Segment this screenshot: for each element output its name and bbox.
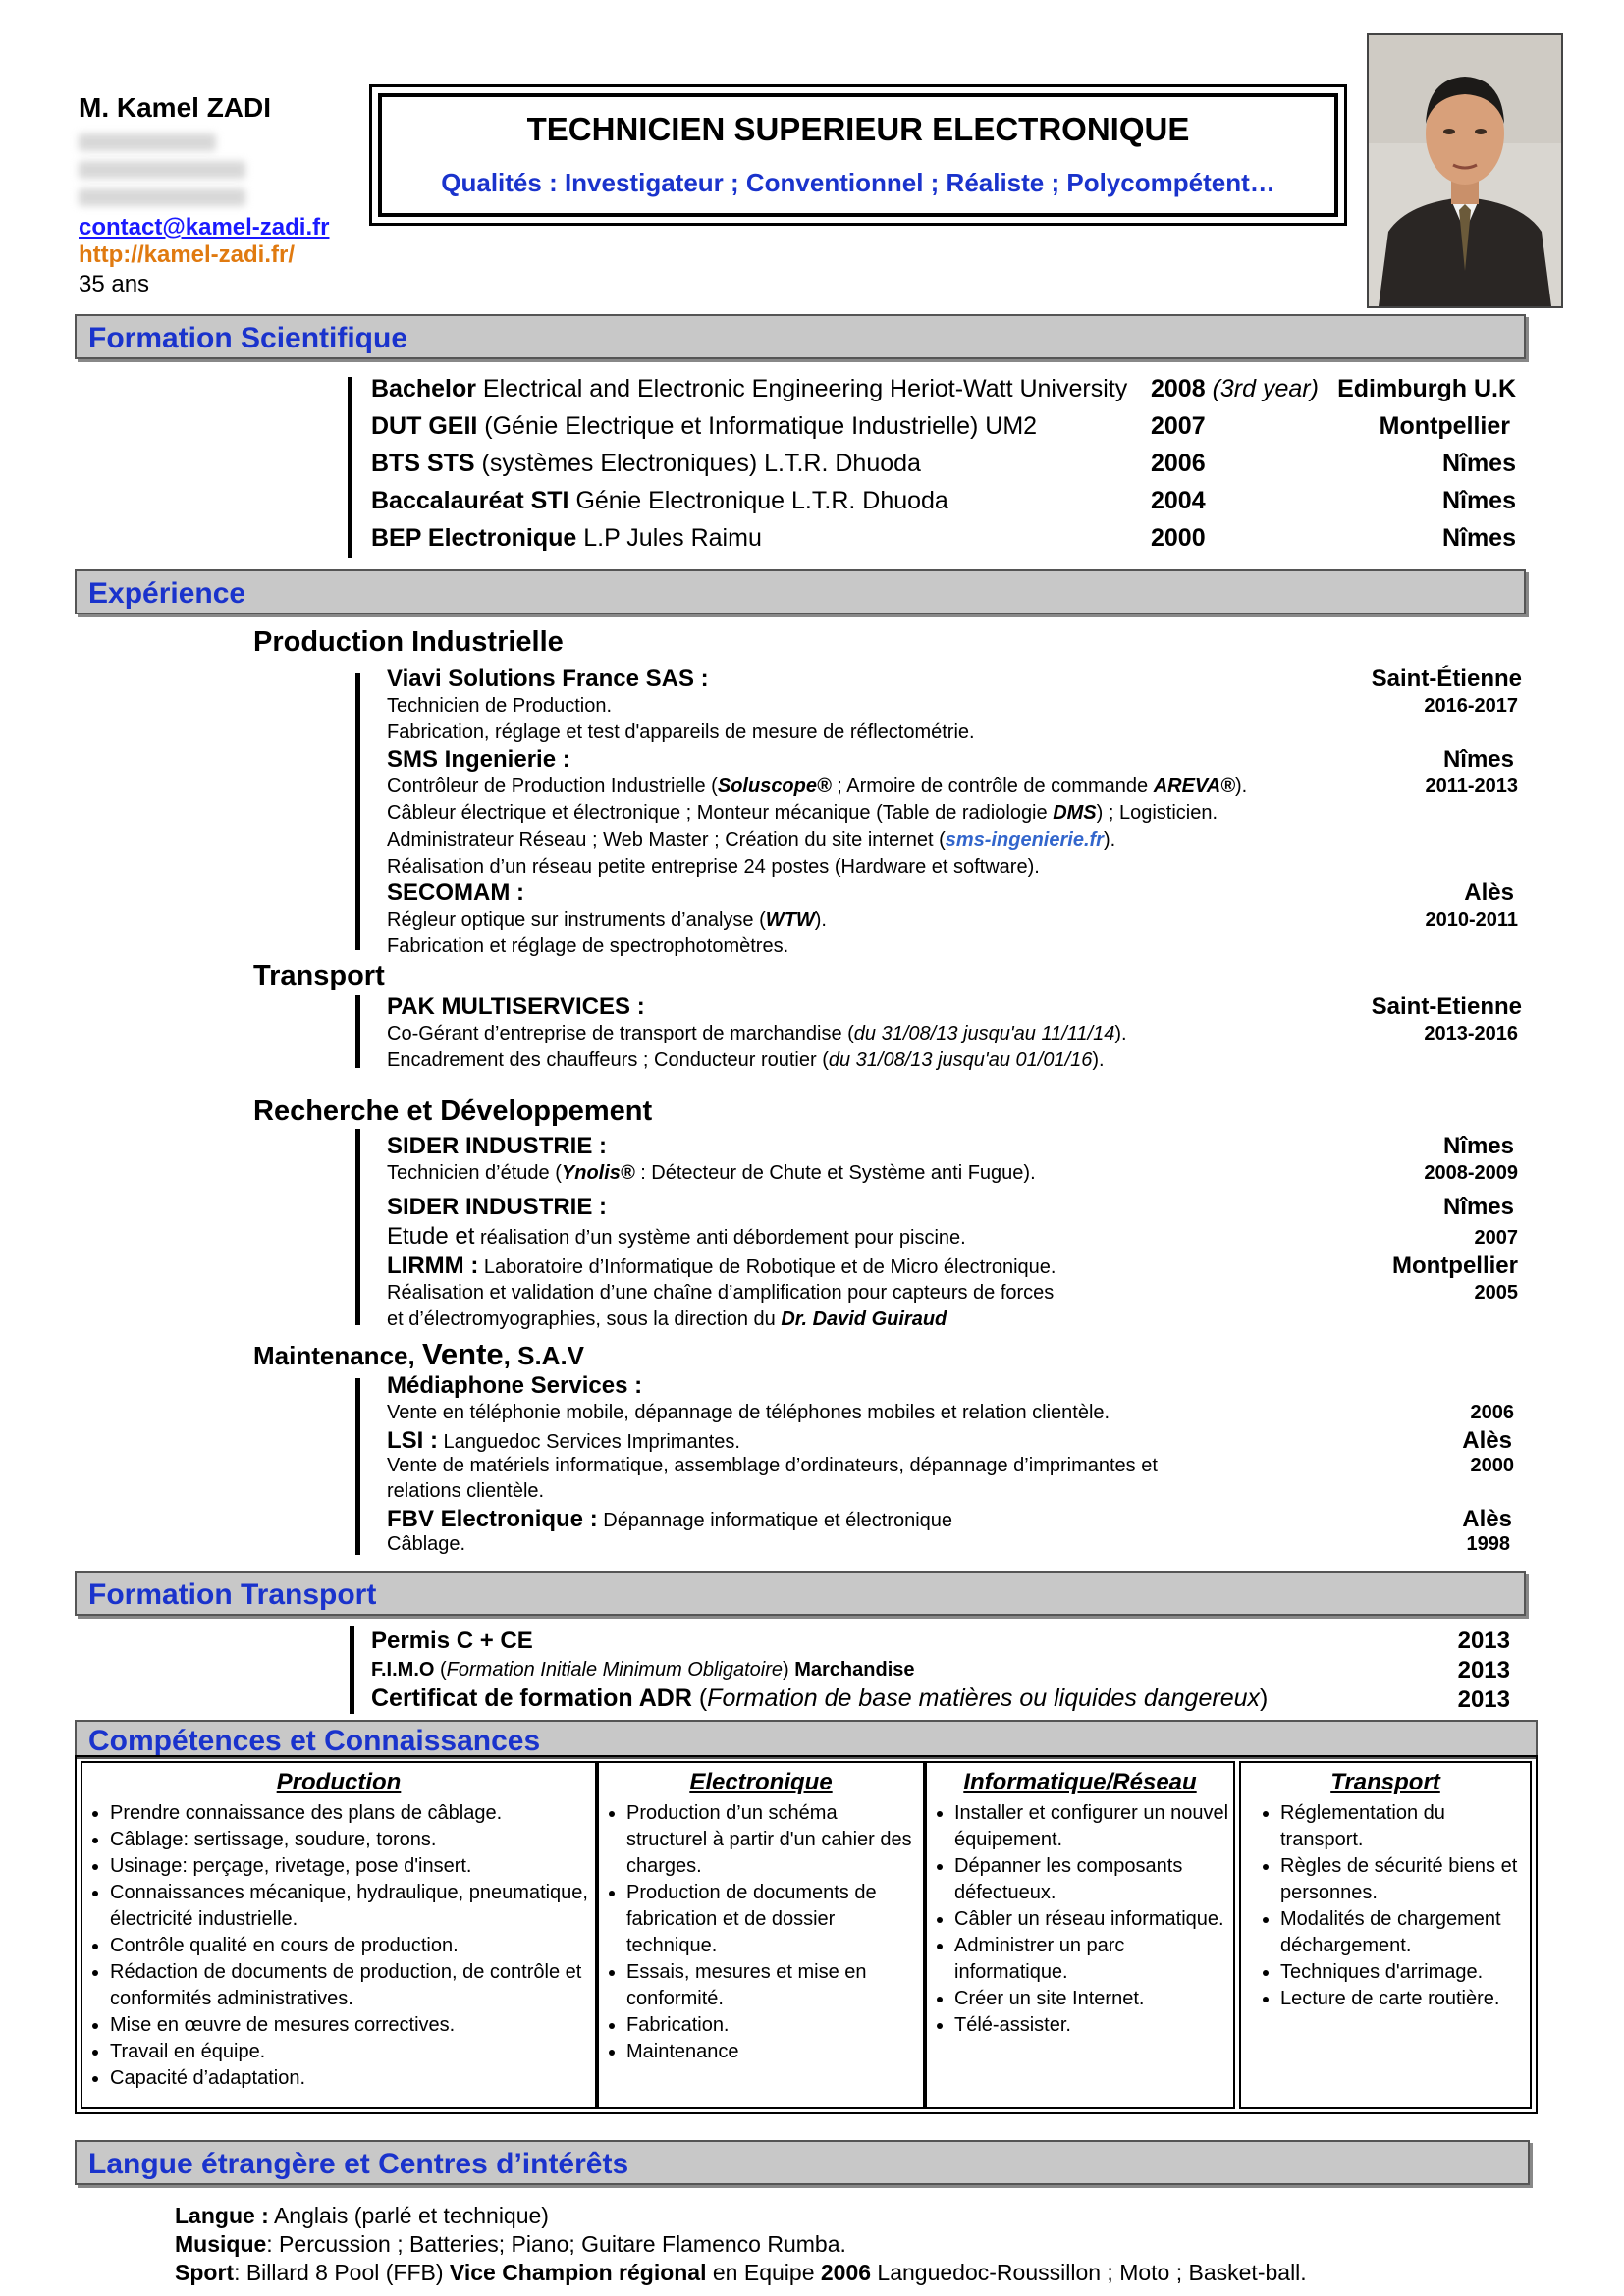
formation-row <box>371 412 1516 448</box>
text: Laboratoire d’Informatique de Robotique et de Micro électronique. <box>478 1256 1056 1278</box>
company-name: SMS Ingenierie : <box>387 746 570 773</box>
job-line: Réalisation d’un réseau petite entreprise 24 postes (Hardware et software). <box>387 856 1040 878</box>
job-title: TECHNICIEN SUPERIEUR ELECTRONIQUE <box>526 111 1190 147</box>
degree-place: Nîmes <box>1441 524 1516 552</box>
company-place: Saint-Etienne <box>1371 993 1522 1020</box>
list-item: • Essais, mesures et mise en conformité. <box>626 1959 923 2012</box>
job-years: 2011-2013 <box>1425 775 1518 797</box>
degree-year: 2004 <box>1151 487 1206 514</box>
text: Vente <box>421 1337 504 1371</box>
skills-column-informatique <box>925 1761 1235 2109</box>
degree-year: 2008 <box>1151 375 1206 402</box>
redacted-phone-line <box>79 188 245 206</box>
job-line <box>387 1427 740 1455</box>
skills-column-production <box>81 1761 597 2109</box>
job-line: Vente en téléphonie mobile, dépannage de téléphones mobiles et relation clientèle. <box>387 1402 1110 1423</box>
degree-year: 2007 <box>1151 412 1206 440</box>
text: en Equipe <box>706 2260 821 2285</box>
text: : Percussion ; Batteries; Piano; Guitare Flamenco Rumba. <box>266 2231 846 2257</box>
text: Technicien d’étude ( <box>387 1162 562 1184</box>
skills-list <box>1241 1800 1530 2012</box>
company-place: Alès <box>1464 880 1514 906</box>
date-range: du 31/08/13 jusqu'au 01/01/16 <box>828 1049 1093 1071</box>
job-line: relations clientèle. <box>387 1480 545 1502</box>
degree-detail: Génie Electronique L.T.R. Dhuoda <box>568 487 948 514</box>
product-name: Ynolis® <box>561 1162 635 1184</box>
text: F.I.M.O <box>371 1659 435 1681</box>
text: ) ; Logisticien. <box>1096 802 1218 824</box>
divider <box>355 1378 360 1555</box>
text: Contrôleur de Production Industrielle ( <box>387 775 718 797</box>
text: et d’électromyographies, sous la direction du <box>387 1308 782 1330</box>
text: Encadrement des chauffeurs ; Conducteur routier ( <box>387 1049 829 1071</box>
company-name: Médiaphone Services : <box>387 1372 643 1399</box>
training-permis: Permis C + CE <box>371 1628 533 1654</box>
skills-column-transport <box>1239 1761 1532 2109</box>
column-title: Informatique/Réseau <box>963 1769 1197 1795</box>
list-item: • Mise en œuvre de mesures correctives. <box>110 2012 595 2039</box>
list-item: • Règles de sécurité biens et personnes. <box>1280 1853 1530 1906</box>
company-name: LIRMM : <box>387 1253 479 1279</box>
job-years: 1998 <box>1466 1533 1510 1555</box>
category-maintenance-vente-sav <box>253 1337 584 1372</box>
website-link[interactable]: http://kamel-zadi.fr/ <box>79 241 296 268</box>
degree-detail: L.P Jules Raimu <box>576 524 762 552</box>
candidate-name: M. Kamel ZADI <box>79 92 272 123</box>
degree-place: Edimburgh U.K <box>1337 375 1516 402</box>
langue-line <box>175 2203 549 2229</box>
job-line <box>387 1253 1056 1280</box>
company-place: Alès <box>1462 1427 1512 1454</box>
list-item: • Télé-assister. <box>954 2012 1233 2039</box>
divider <box>350 1626 354 1714</box>
degree-place: Nîmes <box>1441 450 1516 477</box>
job-line <box>387 909 827 932</box>
column-title: Electronique <box>689 1769 833 1795</box>
training-adr <box>371 1684 1268 1713</box>
label: Musique <box>175 2231 267 2257</box>
text: Administrateur Réseau ; Web Master ; Création du site internet ( <box>387 829 946 851</box>
product-name: AREVA® <box>1153 775 1235 797</box>
title-box <box>369 84 1347 226</box>
musique-line <box>175 2231 846 2258</box>
list-item: • Lecture de carte routière. <box>1280 1986 1530 2012</box>
job-line <box>387 802 1218 825</box>
text: : Billard 8 Pool (FFB) <box>234 2260 450 2285</box>
text: , S.A.V <box>503 1341 585 1370</box>
list-item: • Connaissances mécanique, hydraulique, pneumatique, électricité industrielle. <box>110 1880 595 1933</box>
text: Certificat de formation ADR <box>371 1684 692 1712</box>
degree: Baccalauréat STI <box>371 487 569 514</box>
section-formation-transport <box>75 1571 1526 1616</box>
degree-detail: (Génie Electrique et Informatique Industrielle) UM2 <box>477 412 1038 440</box>
email-link[interactable]: contact@kamel-zadi.fr <box>79 214 330 240</box>
company-name: SECOMAM : <box>387 880 524 906</box>
section-experience <box>75 569 1526 614</box>
year-note: (3rd year) <box>1205 375 1319 402</box>
section-title: Formation Scientifique <box>88 322 408 354</box>
formation-row <box>371 487 1516 522</box>
job-line <box>387 1223 966 1251</box>
training-year: 2013 <box>1457 1628 1510 1654</box>
degree-year: 2000 <box>1151 524 1206 552</box>
text: Vice Champion régional <box>449 2260 707 2285</box>
company-place: Saint-Étienne <box>1371 666 1522 692</box>
company-name: SIDER INDUSTRIE : <box>387 1133 608 1159</box>
text: ) <box>783 1659 795 1681</box>
text: Dépannage informatique et électronique <box>597 1510 953 1531</box>
skills-column-electronique <box>597 1761 925 2109</box>
text: ). <box>1103 829 1116 851</box>
text: Régleur optique sur instruments d’analyse ( <box>387 909 766 931</box>
list-item: • Créer un site Internet. <box>954 1986 1233 2012</box>
degree-year: 2006 <box>1151 450 1206 477</box>
job-line: Fabrication et réglage de spectrophotomètres. <box>387 935 789 957</box>
job-line <box>387 829 1115 852</box>
list-item: • Maintenance <box>626 2039 923 2065</box>
portrait-photo <box>1367 33 1563 308</box>
divider <box>348 377 352 558</box>
text: Languedoc-Roussillon ; Moto ; Basket-ball. <box>871 2260 1307 2285</box>
formation-row <box>371 524 1516 560</box>
column-title: Transport <box>1330 1769 1440 1795</box>
sport-line <box>175 2260 1307 2286</box>
divider <box>355 673 360 950</box>
list-item: • Installer et configurer un nouvel équipement. <box>954 1800 1233 1853</box>
job-line: Vente de matériels informatique, assemblage d’ordinateurs, dépannage d’imprimantes et <box>387 1455 1158 1476</box>
job-line: Fabrication, réglage et test d'appareils de mesure de réflectométrie. <box>387 721 975 743</box>
job-years: 2010-2011 <box>1425 909 1518 931</box>
text: ( <box>691 1684 708 1712</box>
text: Etude et <box>387 1223 475 1250</box>
list-item: • Prendre connaissance des plans de câblage. <box>110 1800 595 1827</box>
degree: BTS STS <box>371 450 475 477</box>
formation-row <box>371 375 1516 410</box>
degree-detail: (systèmes Electroniques) L.T.R. Dhuoda <box>474 450 921 477</box>
job-years: 2007 <box>1474 1227 1518 1249</box>
training-year: 2013 <box>1457 1657 1510 1683</box>
list-item: • Usinage: perçage, rivetage, pose d'insert. <box>110 1853 595 1880</box>
job-line <box>387 1049 1105 1072</box>
list-item: • Réglementation du transport. <box>1280 1800 1530 1853</box>
text: Languedoc Services Imprimantes. <box>438 1431 740 1453</box>
list-item: • Rédaction de documents de production, de contrôle et conformités administratives. <box>110 1959 595 2012</box>
degree: Bachelor <box>371 375 476 402</box>
training-fimo <box>371 1659 915 1682</box>
company-name: SIDER INDUSTRIE : <box>387 1194 608 1220</box>
company-place: Alès <box>1462 1506 1512 1532</box>
text: 2006 <box>820 2260 872 2285</box>
text: ( <box>434 1659 447 1681</box>
section-title: Langue étrangère et Centres d’intérêts <box>88 2148 629 2180</box>
text: ; Armoire de contrôle de commande <box>831 775 1154 797</box>
degree-place: Montpellier <box>1379 412 1510 440</box>
qualities-text: Qualités : Investigateur ; Conventionnel ; Réaliste ; Polycompétent… <box>441 168 1275 197</box>
skills-list <box>927 1800 1233 2039</box>
job-line <box>387 1023 1127 1045</box>
divider <box>355 995 360 1068</box>
degree-detail: Electrical and Electronic Engineering Heriot-Watt University <box>475 375 1128 402</box>
job-years: 2016-2017 <box>1424 695 1518 717</box>
job-years: 2005 <box>1474 1282 1518 1304</box>
text: Formation Initiale Minimum Obligatoire <box>446 1659 784 1681</box>
product-name: DMS <box>1053 802 1097 824</box>
label: Langue : <box>175 2203 269 2228</box>
company-place: Montpellier <box>1391 1253 1518 1279</box>
age-text: 35 ans <box>79 271 150 297</box>
category-transport: Transport <box>253 960 385 991</box>
text: ) <box>1260 1684 1269 1712</box>
date-range: du 31/08/13 jusqu'au 11/11/14 <box>853 1023 1115 1044</box>
list-item: • Administrer un parc informatique. <box>954 1933 1233 1986</box>
job-line <box>387 1308 947 1331</box>
text: Câbleur électrique et électronique ; Monteur mécanique (Table de radiologie <box>387 802 1054 824</box>
column-title: Production <box>276 1769 402 1795</box>
list-item: • Fabrication. <box>626 2012 923 2039</box>
job-line <box>387 1506 952 1533</box>
list-item: • Travail en équipe. <box>110 2039 595 2065</box>
degree: BEP Electronique <box>371 524 577 552</box>
company-name: LSI : <box>387 1427 438 1454</box>
section-title: Compétences et Connaissances <box>88 1725 541 1757</box>
company-place: Nîmes <box>1442 1133 1514 1159</box>
skills-table <box>75 1755 1538 2114</box>
company-name: PAK MULTISERVICES : <box>387 993 645 1020</box>
training-year: 2013 <box>1457 1686 1510 1713</box>
text: réalisation d’un système anti débordement pour piscine. <box>474 1227 966 1249</box>
company-place: Nîmes <box>1442 1194 1514 1220</box>
formation-row <box>371 450 1516 485</box>
supervisor-name: Dr. David Guiraud <box>781 1308 947 1330</box>
portrait-icon <box>1369 35 1561 306</box>
list-item: • Câblage: sertissage, soudure, torons. <box>110 1827 595 1853</box>
list-item: • Contrôle qualité en cours de production. <box>110 1933 595 1959</box>
text: ). <box>1092 1049 1105 1071</box>
text: Marchandise <box>794 1659 915 1681</box>
text: : Détecteur de Chute et Système anti Fugue). <box>634 1162 1036 1184</box>
skills-list <box>599 1800 923 2065</box>
text: ). <box>814 909 827 931</box>
job-line: Technicien de Production. <box>387 695 613 717</box>
section-langues-interets <box>75 2140 1530 2185</box>
company-place: Nîmes <box>1442 746 1514 773</box>
product-name: Soluscope® <box>717 775 832 797</box>
job-years: 2000 <box>1470 1455 1514 1476</box>
job-years: 2008-2009 <box>1424 1162 1518 1184</box>
list-item: • Capacité d’adaptation. <box>110 2065 595 2092</box>
company-name: Viavi Solutions France SAS : <box>387 666 709 692</box>
text: ). <box>1234 775 1248 797</box>
section-competences <box>75 1720 1538 1759</box>
degree: DUT GEII <box>371 412 478 440</box>
list-item: • Dépanner les composants défectueux. <box>954 1853 1233 1906</box>
text: ). <box>1114 1023 1127 1044</box>
text: Formation de base matières ou liquides dangereux <box>707 1684 1261 1712</box>
company-name: FBV Electronique : <box>387 1506 598 1532</box>
degree-place: Nîmes <box>1441 487 1516 514</box>
category-recherche-developpement: Recherche et Développement <box>253 1095 653 1127</box>
list-item: • Modalités de chargement déchargement. <box>1280 1906 1530 1959</box>
list-item: • Techniques d'arrimage. <box>1280 1959 1530 1986</box>
text: Anglais (parlé et technique) <box>268 2203 549 2228</box>
list-item: • Production de documents de fabrication et de dossier technique. <box>626 1880 923 1959</box>
section-title: Expérience <box>88 577 246 610</box>
job-line: Réalisation et validation d’une chaîne d’amplification pour capteurs de forces <box>387 1282 1055 1304</box>
job-line <box>387 1162 1036 1185</box>
section-title: Formation Transport <box>88 1578 377 1611</box>
text: Co-Gérant d’entreprise de transport de marchandise ( <box>387 1023 854 1044</box>
job-years: 2013-2016 <box>1424 1023 1518 1044</box>
job-line: Câblage. <box>387 1533 466 1555</box>
website-link[interactable]: sms-ingenierie.fr <box>945 829 1104 851</box>
product-name: WTW <box>765 909 815 931</box>
redacted-address-line <box>79 133 216 151</box>
category-production-industrielle: Production Industrielle <box>253 626 564 658</box>
job-years: 2006 <box>1470 1402 1514 1423</box>
list-item: • Câbler un réseau informatique. <box>954 1906 1233 1933</box>
label: Sport <box>175 2260 235 2285</box>
redacted-city-line <box>79 161 245 179</box>
skills-list <box>82 1800 595 2092</box>
list-item: • Production d’un schéma structurel à partir d'un cahier des charges. <box>626 1800 923 1880</box>
section-formation-scientifique <box>75 314 1526 359</box>
text: Maintenance, <box>253 1341 422 1370</box>
divider <box>355 1129 360 1325</box>
job-line <box>387 775 1247 798</box>
